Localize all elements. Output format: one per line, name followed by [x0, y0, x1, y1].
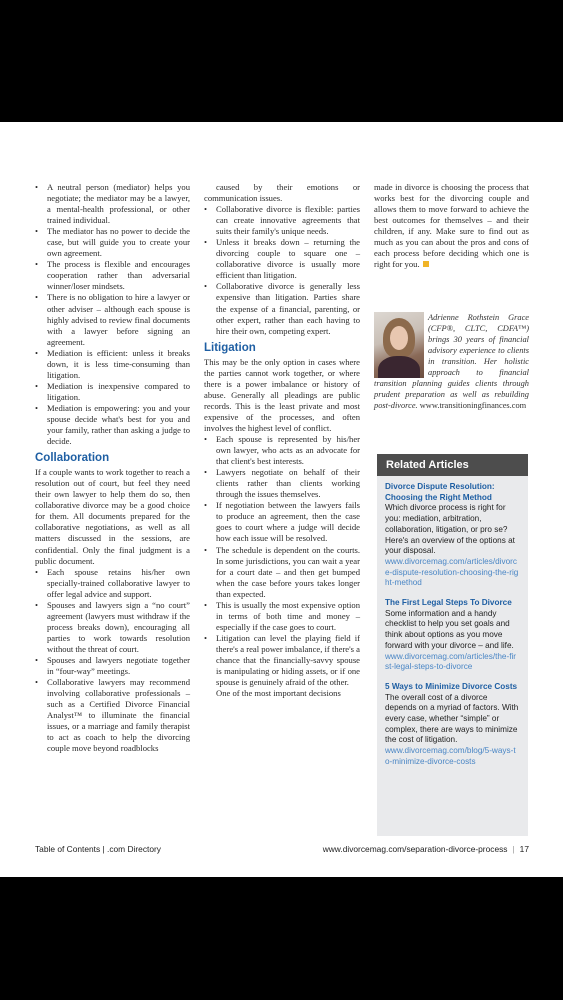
list-item: • Collaborative divorce is generally less expensive than litigation. Parties share the expense of a financial, parenting, or other expert, rather than each having to hire their own, competing expert.	[204, 281, 360, 336]
list-item: • Each spouse retains his/her own specially-trained collaborative lawyer to offer legal advice and support.	[35, 567, 190, 600]
related-articles-heading: Related Articles	[377, 454, 528, 476]
end-mark-icon	[423, 261, 429, 267]
column-3	[374, 182, 529, 270]
related-articles-list	[377, 476, 528, 768]
article-link[interactable]: www.divorcemag.com/articles/divorce-dispute-resolution-choosing-the-right-method	[385, 556, 519, 588]
footer-url[interactable]: www.divorcemag.com/separation-divorce-process	[322, 844, 508, 854]
related-article[interactable]	[385, 598, 520, 673]
list-item: • Collaborative lawyers may recommend involving collaborative professionals – such as a Certified Divorce Financial Analyst™ to illuminate the financial issues, or a marriage and family therapist to act as coach to help the divorcing couple move beyond roadblocks	[35, 677, 190, 754]
list-item: • This is usually the most expensive option in terms of both time and money – especially if the case goes to court.	[204, 600, 360, 633]
article-description: Which divorce process is right for you: mediation, arbitration, collaboration, litigation, or pro se? Here's an overview of the options at your disposal.	[385, 503, 515, 556]
column-1	[35, 182, 190, 754]
magazine-page	[0, 122, 563, 877]
article-link[interactable]: www.divorcemag.com/articles/the-first-legal-steps-to-divorce	[385, 651, 517, 672]
related-articles-box	[377, 454, 528, 836]
footer-separator: |	[512, 844, 515, 854]
mediation-bullet-list	[35, 182, 190, 447]
list-item: • Spouses and lawyers negotiate together in “four-way” meetings.	[35, 655, 190, 677]
author-photo	[374, 312, 424, 378]
list-item: • Each spouse is represented by his/her own lawyer, who acts as an advocate for that client's best interests.	[204, 434, 360, 467]
page-number: 17	[519, 844, 529, 854]
article-title[interactable]: 5 Ways to Minimize Divorce Costs	[385, 681, 518, 691]
list-item: • Unless it breaks down – returning the divorcing couple to square one – collaborative divorce is usually more efficient than litigation.	[204, 237, 360, 281]
collaboration-paragraph: If a couple wants to work together to reach a resolution out of court, but feel they need their own lawyer to help them do so, then collaborative divorce may be a good choice for them. All documents prepared for the collaborative negotiations, as well as all matters discussed in the sessions, are confidential. Only the final judgment is a public document.	[35, 467, 190, 566]
footer-page-info	[323, 844, 529, 854]
author-url[interactable]: www.transitioningfinances.com	[419, 401, 527, 410]
litigation-heading: Litigation	[204, 341, 256, 354]
list-item: • Mediation is inexpensive compared to litigation.	[35, 381, 190, 403]
list-item: • Collaborative divorce is flexible: parties can create innovative agreements that suits their family's unique needs.	[204, 204, 360, 237]
article-title[interactable]: The First Legal Steps To Divorce	[385, 598, 512, 608]
litigation-bullet-list	[204, 434, 360, 688]
author-bio-text: Adrienne Rothstein Grace (CFP®, CLTC, CDFA™) brings 30 years of financial advisory experience to clients in transition. Her holistic approach to financial transition planning guides clients through prudent preparation as well as rebuilding post-divorce.	[374, 313, 529, 410]
collaboration-bullet-list-cont	[204, 204, 360, 337]
litigation-paragraph: This may be the only option in cases where the parties cannot work together, or where there is a power imbalance or history of abuse. Generally all pleadings are public records. This is the least private and most expensive of the processes, and often involves the highest level of conflict.	[204, 356, 360, 433]
article-description: The overall cost of a divorce depends on a myriad of factors. With every case, whether “simple” or complex, there are ways to minimize the cost of litigation.	[385, 692, 519, 745]
closing-paragraph-text: made in divorce is choosing the process that works best for the divorcing couple and allows them to move forward to achieve the best outcomes for themselves – and their children, if any. Make sure to find out as much as you can about the pros and cons of each process before deciding which one is right for you.	[374, 182, 529, 270]
closing-paragraph	[374, 182, 529, 270]
related-article[interactable]	[385, 482, 520, 589]
list-item: • Litigation can level the playing field if there's a real power imbalance, if there's a chance that the financially-savvy spouse is manipulating or hiding assets, or if one spouse is genuinely afraid of the other.	[204, 633, 360, 688]
article-link[interactable]: www.divorcemag.com/blog/5-ways-to-minimize-divorce-costs	[385, 746, 516, 766]
list-item: • Spouses and lawyers sign a “no court” agreement (lawyers must withdraw if the process breaks down), encouraging all parties to work towards resolution without the threat of court.	[35, 600, 190, 655]
related-article[interactable]	[385, 682, 520, 768]
collaboration-bullet-list	[35, 567, 190, 755]
list-item: • The mediator has no power to decide the case, but will guide you to create your own agreement.	[35, 226, 190, 259]
continuation-text: caused by their emotions or communication issues.	[204, 182, 360, 204]
author-bio	[374, 312, 529, 432]
list-item: • Mediation is empowering: you and your spouse decide what's best for you and your family, rather than asking a judge to decide.	[35, 403, 190, 447]
footer-nav[interactable]: Table of Contents | .com Directory	[35, 844, 161, 854]
list-item: • Lawyers negotiate on behalf of their clients rather than clients working through the issues themselves.	[204, 467, 360, 500]
list-item: • If negotiation between the lawyers fails to produce an agreement, then the case goes to court where a judge will decide how each issue will be resolved.	[204, 500, 360, 544]
column-2	[204, 182, 360, 699]
list-item: • A neutral person (mediator) helps you negotiate; the mediator may be a lawyer, a mental-health professional, or other trained individual.	[35, 182, 190, 226]
list-item: • The schedule is dependent on the courts. In some jurisdictions, you can wait a year for a court date – and then get bumped when the case before yours takes longer than expected.	[204, 545, 360, 600]
closing-paragraph-start: One of the most important decisions	[216, 688, 341, 699]
article-description: Some information and a handy checklist to help you set goals and think about options as you move forward with your divorce – and life.	[385, 608, 514, 650]
list-item: • Mediation is efficient: unless it breaks down, it is less time-consuming than litigation.	[35, 348, 190, 381]
article-title[interactable]: Divorce Dispute Resolution: Choosing the Right Method	[385, 482, 495, 502]
list-item: • There is no obligation to hire a lawyer or other adviser – although each spouse is highly advised to review final documents with a lawyer before signing an agreement.	[35, 292, 190, 347]
collaboration-heading: Collaboration	[35, 452, 110, 465]
list-item: • The process is flexible and encourages cooperation rather than adversarial winner/loser mindsets.	[35, 259, 190, 292]
